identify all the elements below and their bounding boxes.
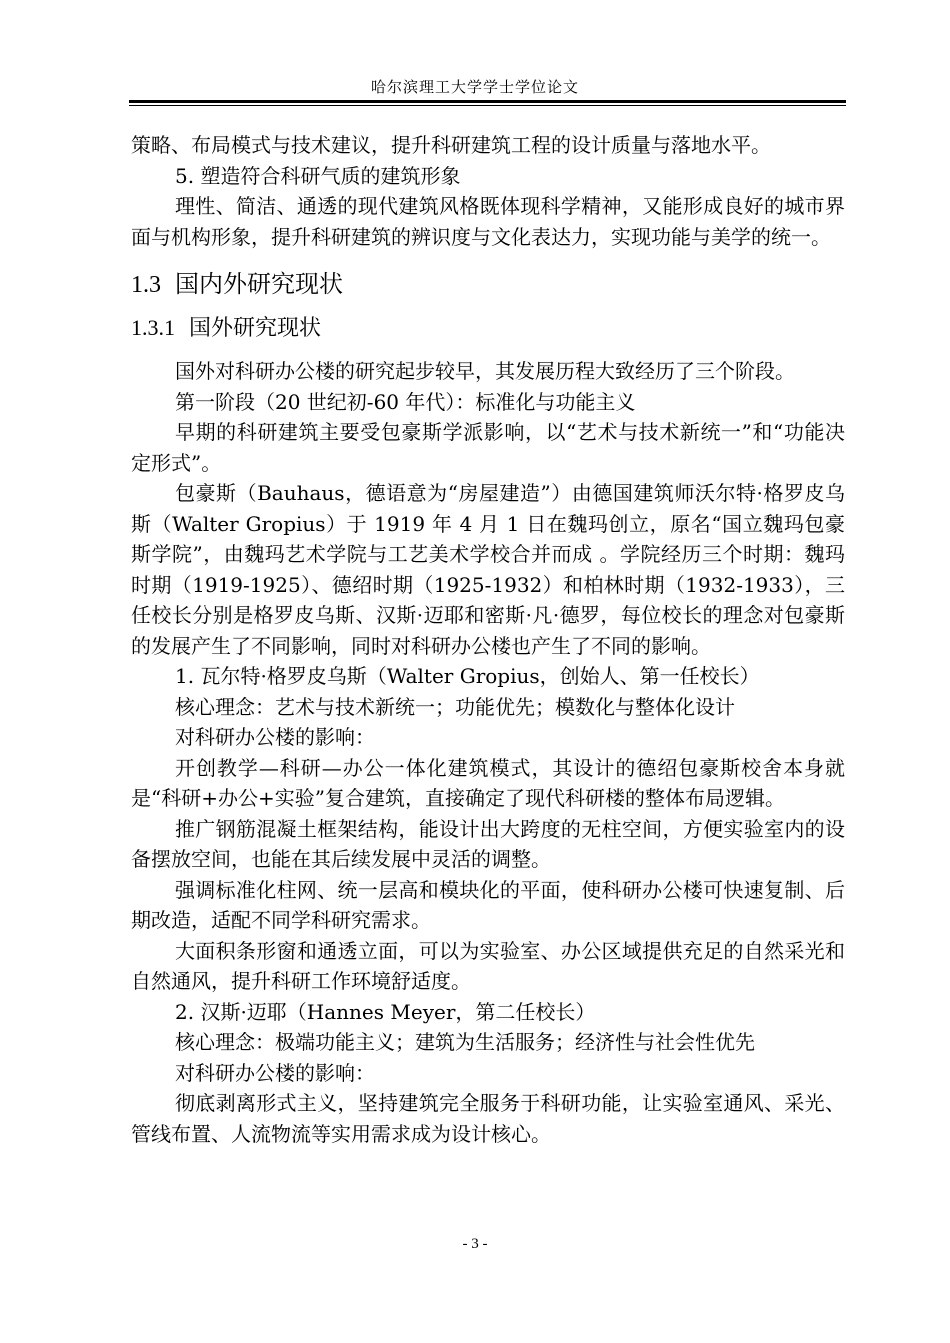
paragraph: 大面积条形窗和通透立面，可以为实验室、办公区域提供充足的自然采光和自然通风，提升科研工作环境舒适度。 <box>131 938 845 993</box>
paragraph: 核心理念：极端功能主义；建筑为生活服务；经济性与社会性优先 <box>175 1030 755 1054</box>
section-number: 1.3 <box>131 272 161 298</box>
paragraph: 核心理念：艺术与技术新统一；功能优先；模数化与整体化设计 <box>175 694 735 719</box>
subsection-title: 国外研究现状 <box>189 316 322 341</box>
page-number: - 3 - <box>462 1236 488 1252</box>
section-heading <box>131 266 845 303</box>
section-title: 国内外研究现状 <box>175 270 343 298</box>
paragraph: 理性、简洁、通透的现代建筑风格既体现科学精神，又能形成良好的城市界面与机构形象，提升科研建筑的辨识度与文化表达力，实现功能与美学的统一。 <box>131 194 845 249</box>
paragraph: 对科研办公楼的影响： <box>175 725 375 749</box>
subsection-heading <box>131 311 845 346</box>
paragraph: 第一阶段（20 世纪初-60 年代）：标准化与功能主义 <box>175 389 636 414</box>
header-title: 哈尔滨理工大学学士学位论文 <box>370 78 579 96</box>
header-rule-thin <box>129 105 846 106</box>
header-rule <box>129 100 846 103</box>
subsection-number: 1.3.1 <box>131 315 175 340</box>
paragraph: 国外对科研办公楼的研究起步较早，其发展历程大致经历了三个阶段。 <box>175 359 795 383</box>
paragraph: 5. 塑造符合科研气质的建筑形象 <box>175 163 461 188</box>
page-body <box>131 130 845 1149</box>
paragraph: 包豪斯（Bauhaus，德语意为“房屋建造”）由德国建筑师沃尔特·格罗皮乌斯（Walter Gropius）于 1919 年 4 月 1 日在魏玛创立，原名“国立魏玛包豪斯学院”，由魏玛艺术学院与工艺美术学校合并而成 。学院经历三个时期：魏玛时期（1919-1925）、德绍时期（1925-1932）和柏林时期（1932-1933），三任校长分别是格罗皮乌斯、汉斯·迈耶和密斯·凡·德罗，每位校长的理念对包豪斯的发展产生了不同影响，同时对科研办公楼也产生了不同的影响。 <box>131 481 845 658</box>
paragraph: 早期的科研建筑主要受包豪斯学派影响，以“艺术与技术新统一”和“功能决定形式”。 <box>131 420 845 475</box>
intro-paragraphs <box>131 130 845 252</box>
paragraph: 策略、布局模式与技术建议，提升科研建筑工程的设计质量与落地水平。 <box>131 133 771 157</box>
paragraph: 推广钢筋混凝土框架结构，能设计出大跨度的无柱空间，方便实验室内的设备摆放空间，也能在其后续发展中灵活的调整。 <box>131 816 845 871</box>
paragraph: 开创教学—科研—办公一体化建筑模式，其设计的德绍包豪斯校舍本身就是“科研+办公+实验”复合建筑，直接确定了现代科研楼的整体布局逻辑。 <box>131 755 845 810</box>
paragraph: 强调标准化柱网、统一层高和模块化的平面，使科研办公楼可快速复制、后期改造，适配不同学科研究需求。 <box>131 877 845 932</box>
paragraph: 1. 瓦尔特·格罗皮乌斯（Walter Gropius，创始人、第一任校长） <box>175 664 760 688</box>
paragraph: 对科研办公楼的影响： <box>175 1060 375 1085</box>
main-paragraphs <box>131 356 845 1149</box>
paragraph: 2. 汉斯·迈耶（Hannes Meyer，第二任校长） <box>175 999 596 1024</box>
paragraph: 彻底剥离形式主义，坚持建筑完全服务于科研功能，让实验室通风、采光、管线布置、人流物流等实用需求成为设计核心。 <box>131 1091 845 1146</box>
